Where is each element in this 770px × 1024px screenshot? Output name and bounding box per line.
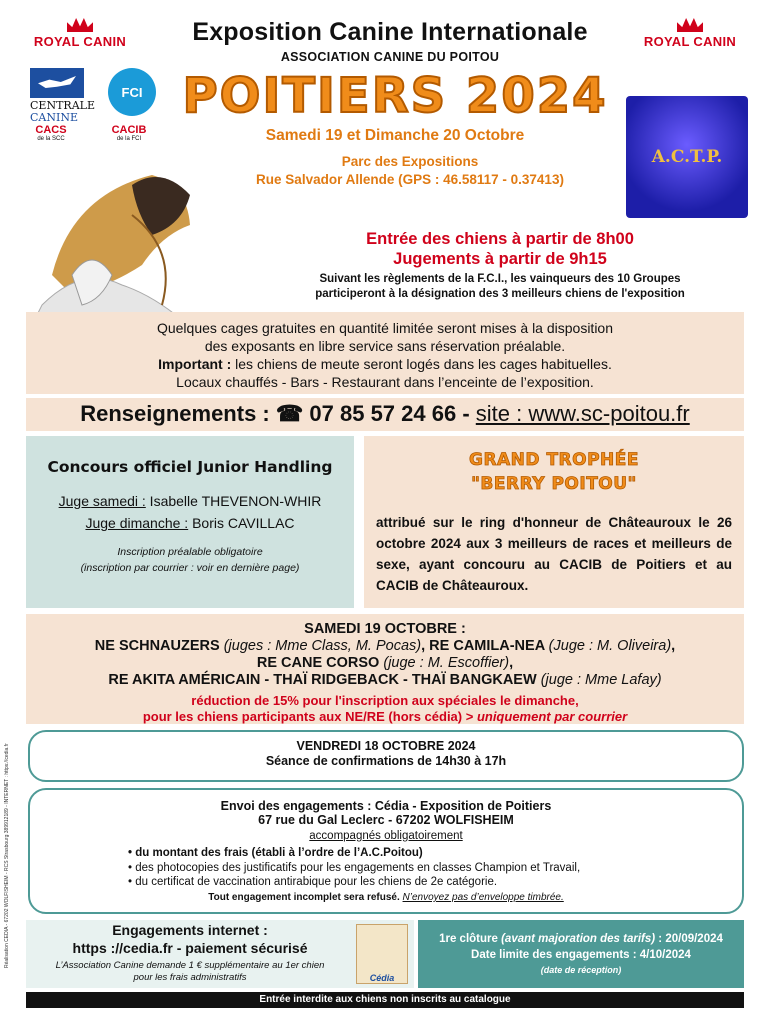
friday-confirmations: Séance de confirmations de 14h30 à 17h [265, 754, 507, 768]
cedia-link[interactable]: https ://cedia.fr - paiement sécurisé [72, 940, 308, 956]
engagement-address-line2: 67 rue du Gal Leclerc - 67202 WOLFISHEIM [258, 813, 514, 827]
trophy-description: attribué sur le ring d'honneur de Châteauroux le 26 octobre 2024 aux 3 meilleurs de races et meilleurs de sexe, ayant concouru au CACIB de Poitiers et au CACIB de Châteauroux. [376, 515, 732, 593]
discount-line2: pour les chiens participants aux NE/RE (hors cédia) > uniquement par courrier [142, 709, 628, 724]
engagement-address-line1: Envoi des engagements : Cédia - Exposition de Poitiers [220, 799, 552, 813]
event-dates: Samedi 19 et Dimanche 20 Octobre [265, 127, 525, 144]
website-link[interactable]: site : www.sc-poitou.fr [475, 401, 690, 426]
first-closing: 1re clôture (avant majoration des tarifs) : 20/09/2024 [439, 933, 723, 945]
footer-bar: Entrée interdite aux chiens non inscrits au catalogue [26, 992, 744, 1008]
grand-trophy-panel: GRAND TROPHÉE "BERRY POITOU" [364, 436, 744, 608]
royal-canin-logo-left: ROYAL CANIN [26, 18, 134, 49]
specials-line1: NE SCHNAUZERS (juges : Mme Class, M. Pocas), RE CAMILA-NEA (Juge : M. Oliveira), [94, 638, 676, 654]
event-venue: Parc des Expositions [341, 154, 479, 169]
junior-title: Concours officiel Junior Handling [47, 458, 333, 476]
specials-heading: SAMEDI 19 OCTOBRE : [304, 621, 466, 637]
entry-time: Entrée des chiens à partir de 8h00 [366, 230, 634, 248]
engagement-bullet-photocopies: • des photocopies des justificatifs pour les engagements en classes Champion et Travail, [128, 862, 581, 874]
page-title: Exposition Canine Internationale [192, 18, 588, 46]
engagement-bullet-vaccination: • du certificat de vaccination antirabique pour les chiens de 2e catégorie. [128, 876, 498, 888]
friday-date: VENDREDI 18 OCTOBRE 2024 [296, 739, 476, 753]
cages-info-panel: Quelques cages gratuites en quantité limitée seront mises à la disposition des exposants en libre service sans réservation préalable. Important : les chiens de meute seront logés dans les cages habituelles. Locaux chauffés - Bars - Restaurant dans l’enceinte de l’exposition. [26, 312, 744, 394]
diana-statue-illustration [12, 155, 192, 335]
globe-icon: FCI [108, 68, 156, 116]
crown-icon [67, 18, 93, 32]
junior-handling-panel: Concours officiel Junior Handling Juge samedi : Isabelle THEVENON-WHIR Juge dimanche : Boris CAVILLAC Inscription préalable obligatoire (inscription par courrier : voir en dernière page) [26, 436, 354, 608]
fci-logo [108, 68, 156, 116]
discount-line1: réduction de 15% pour l'inscription aux spéciales le dimanche, [191, 693, 579, 708]
cacib-badge: CACIB de la FCI [111, 124, 147, 142]
deadline-note: (date de réception) [540, 965, 622, 975]
crown-icon [677, 18, 703, 32]
deadline-date: Date limite des engagements : 4/10/2024 [471, 949, 691, 961]
fci-rules-line2: participeront à la désignation des 3 meilleurs chiens de l'exposition [315, 288, 685, 300]
event-title: POITIERS 2024 [182, 68, 608, 124]
statue-icon [12, 155, 192, 330]
engagement-warning: Tout engagement incomplet sera refusé. N’envoyez pas d’enveloppe timbrée. [208, 892, 564, 903]
phone-icon: ☎ [275, 401, 304, 426]
internet-title: Engagements internet : [112, 922, 268, 938]
judging-time: Jugements à partir de 9h15 [393, 250, 607, 268]
association-name: ASSOCIATION CANINE DU POITOU [280, 50, 500, 64]
specials-line3: RE AKITA AMÉRICAIN - THAÏ RIDGEBACK - THAÏ BANGKAEW (juge : Mme Lafay) [108, 672, 662, 688]
dog-silhouette-icon [30, 68, 84, 98]
actp-logo: A.C.T.P. [626, 96, 748, 218]
phone-number[interactable]: 07 85 57 24 66 - [309, 401, 470, 426]
event-address: Rue Salvador Allende (GPS : 46.58117 - 0.37413) [256, 172, 564, 187]
contact-bar: Renseignements : ☎ 07 85 57 24 66 - site : www.sc-poitou.fr [26, 398, 744, 431]
royal-canin-logo-right: ROYAL CANIN [636, 18, 744, 49]
fci-rules-line1: Suivant les règlements de la F.C.I., les vainqueurs des 10 Groupes [319, 273, 681, 285]
engagement-required: accompagnés obligatoirement [309, 830, 463, 842]
centrale-canine-logo: CENTRALE CANINE [30, 68, 92, 124]
cacs-badge: CACS de la SCC [35, 124, 67, 142]
cedia-logo: Cédia [356, 924, 408, 984]
printer-credit: Réalisation CEDIA - 67202 WOLFISHEIM - RCS Strasbourg 389912189 - INTERNET : https://cedia.fr [4, 743, 10, 968]
engagement-bullet-fees: • du montant des frais (établi à l’ordre de l’A.C.Poitou) [128, 847, 423, 859]
internet-fee-note: L’Association Canine demande 1 € supplémentaire au 1er chien pour les frais administratifs [55, 960, 325, 983]
specials-line2: RE CANE CORSO (juge : M. Escoffier), [256, 655, 514, 671]
